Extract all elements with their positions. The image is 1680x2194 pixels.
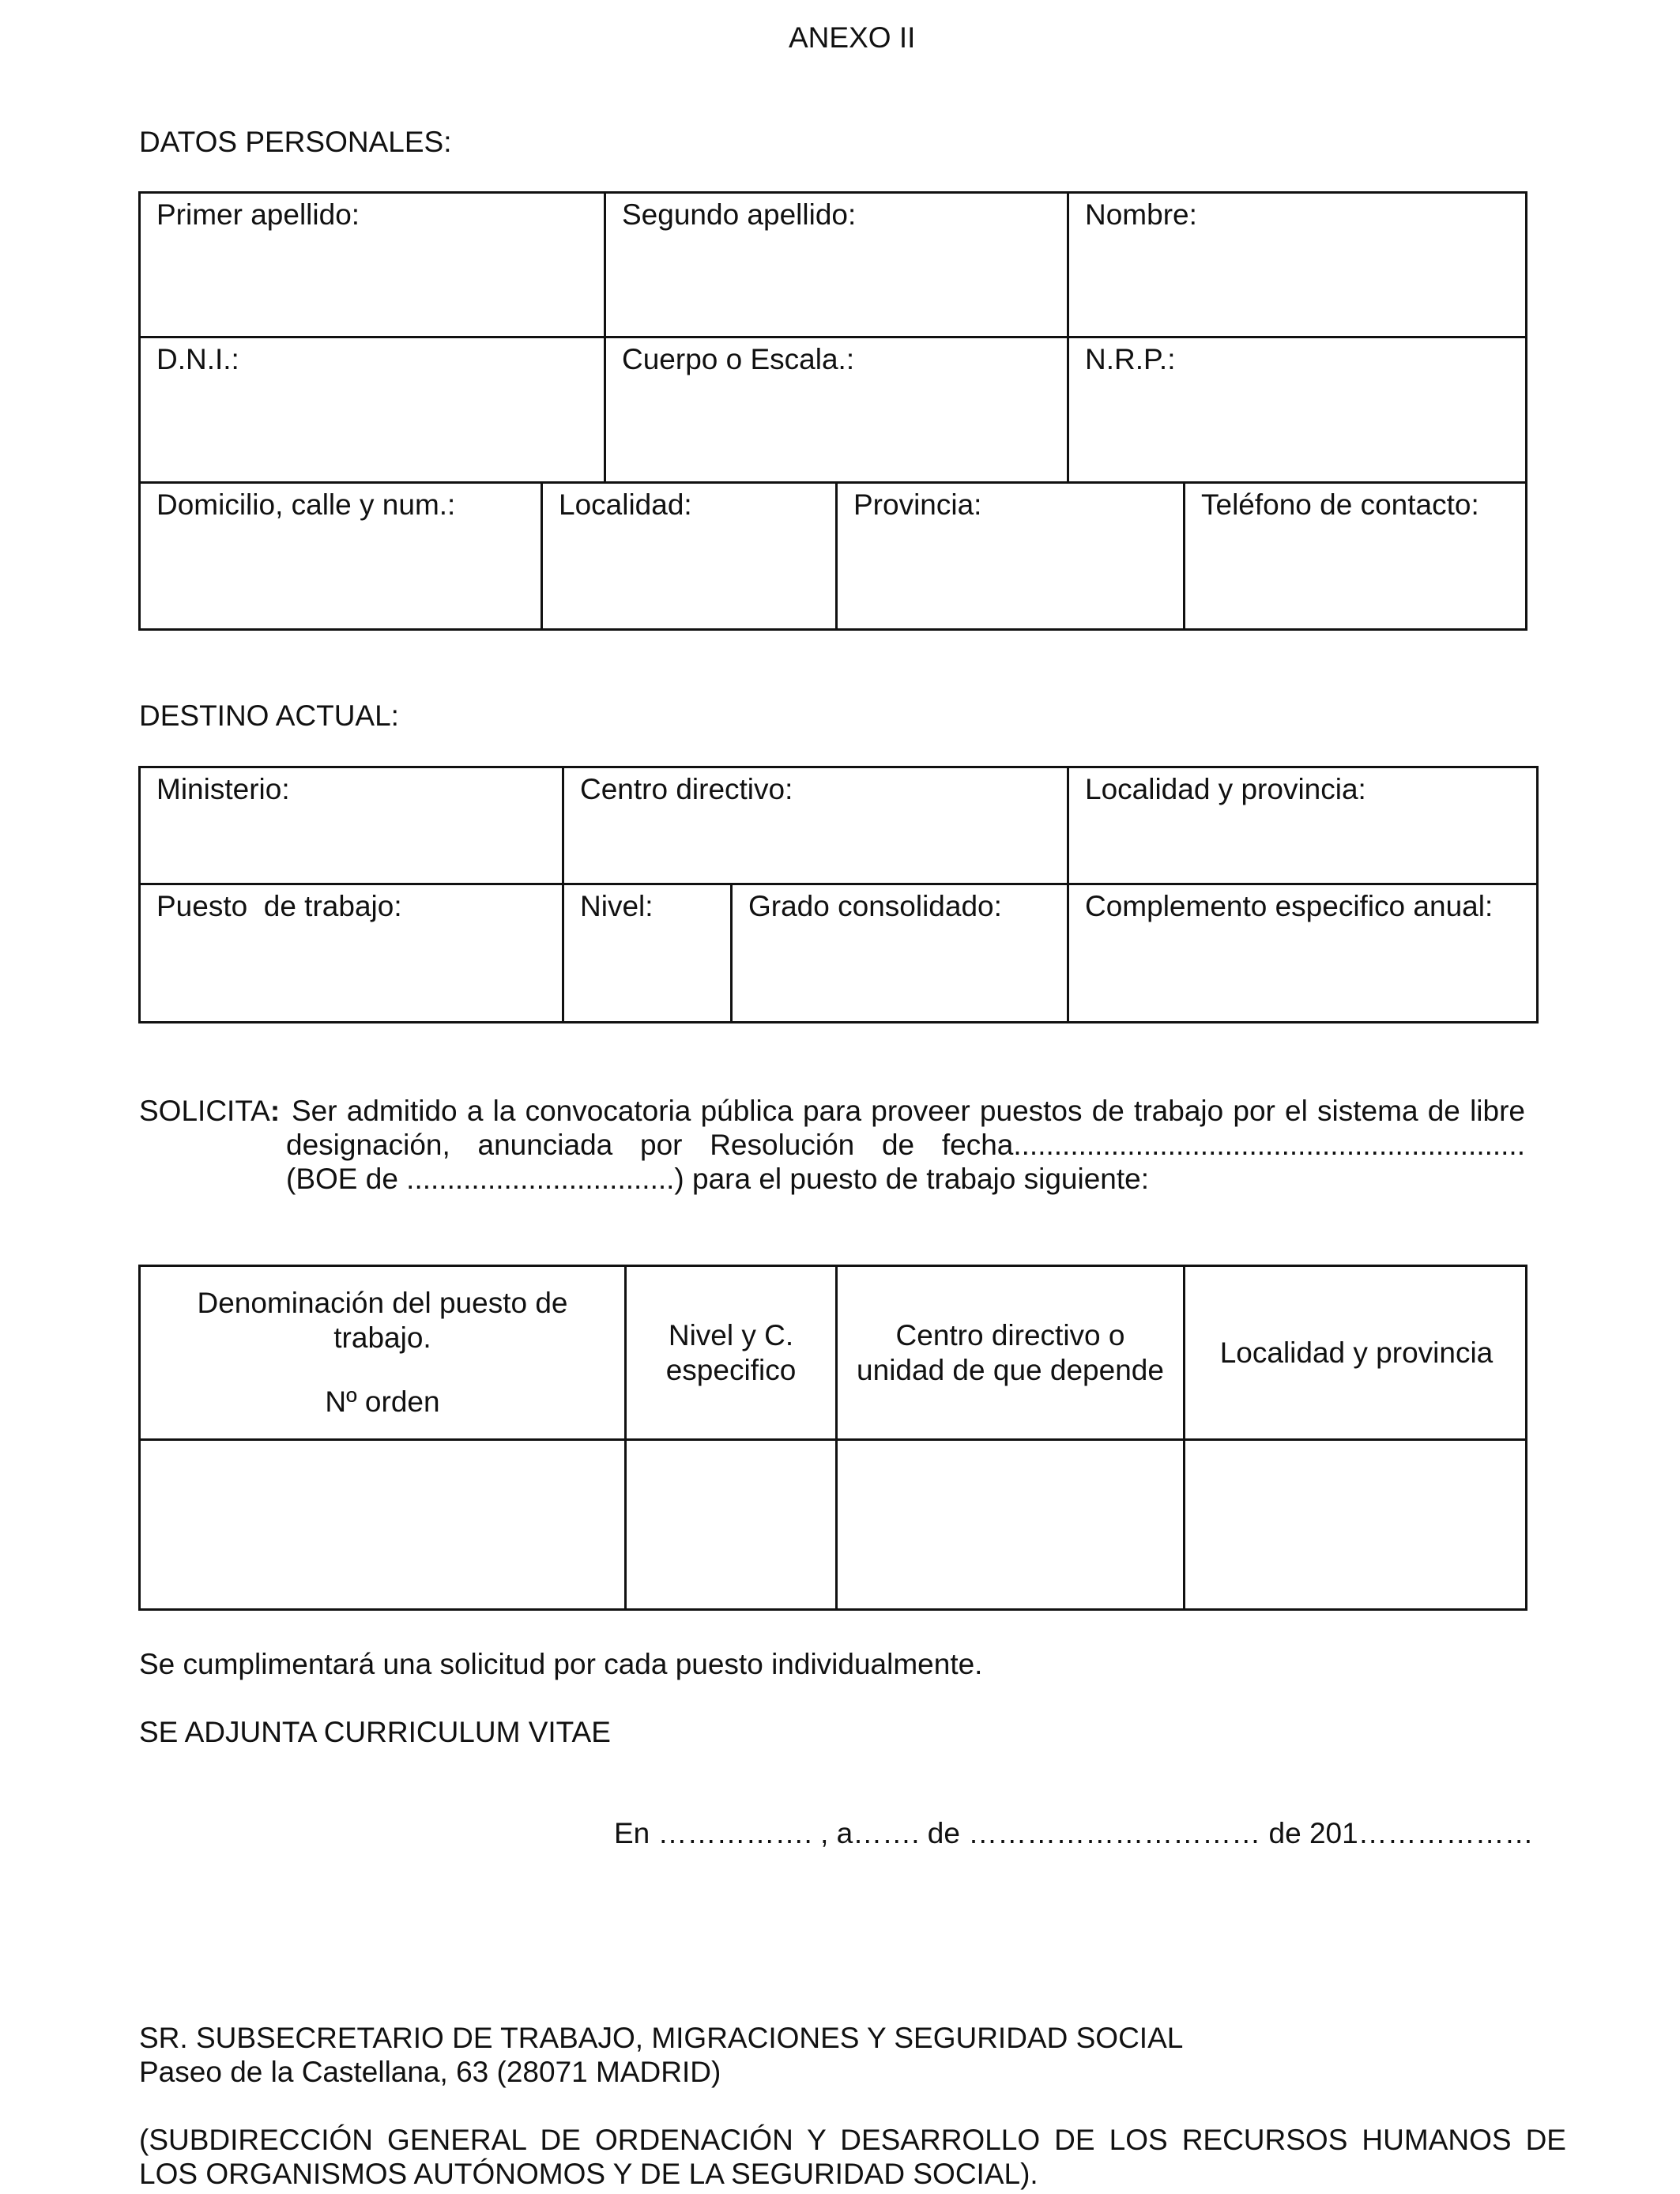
field-cuerpo-escala[interactable] — [604, 336, 1067, 481]
field-nrp[interactable] — [1067, 336, 1527, 481]
note-text: Se cumplimentará una solicitud por cada puesto individualmente. — [139, 1648, 983, 1680]
input-denominacion[interactable] — [141, 1438, 624, 1611]
header-centro-text: Centro directivo o unidad de que depende — [857, 1318, 1164, 1386]
field-label: Cuerpo o Escala.: — [622, 343, 855, 375]
field-label: Centro directivo: — [580, 773, 793, 805]
personal-data-heading: DATOS PERSONALES: — [139, 126, 452, 158]
input-localidad[interactable] — [1183, 1438, 1527, 1611]
field-complemento-especifico[interactable] — [1067, 883, 1539, 1023]
field-label: Provincia: — [853, 488, 982, 521]
field-domicilio[interactable] — [141, 481, 541, 631]
field-dni[interactable] — [141, 336, 604, 481]
field-centro-directivo[interactable] — [562, 768, 1067, 883]
field-label: Primer apellido: — [156, 198, 360, 231]
solicita-label — [139, 1094, 280, 1129]
solicita-word: SOLICITA — [139, 1095, 270, 1127]
header-centro — [835, 1267, 1183, 1438]
addressee-line-2: Paseo de la Castellana, 63 (28071 MADRID) — [139, 2056, 721, 2088]
field-localidad[interactable] — [541, 481, 835, 631]
puestos-table — [138, 1265, 1527, 1611]
header-orden-text: Nº orden — [325, 1385, 440, 1419]
field-puesto-trabajo[interactable] — [141, 883, 562, 1023]
field-label: D.N.I.: — [156, 343, 239, 375]
header-denominacion — [141, 1267, 624, 1438]
field-label: Domicilio, calle y num.: — [156, 488, 456, 521]
field-provincia[interactable] — [835, 481, 1183, 631]
field-primer-apellido[interactable] — [141, 194, 604, 336]
field-localidad-provincia[interactable] — [1067, 768, 1539, 883]
solicita-colon: : — [269, 1095, 281, 1127]
header-localidad — [1183, 1267, 1527, 1438]
field-nivel[interactable] — [562, 883, 730, 1023]
field-grado-consolidado[interactable] — [730, 883, 1067, 1023]
page-title: ANEXO II — [789, 21, 916, 54]
field-label: Nivel: — [580, 890, 654, 922]
personal-data-table — [138, 191, 1527, 631]
input-centro[interactable] — [835, 1438, 1183, 1611]
header-denominacion-text: Denominación del puesto de trabajo. — [197, 1287, 568, 1354]
field-label: Grado consolidado: — [748, 890, 1002, 922]
field-label: Localidad: — [559, 488, 692, 521]
field-label: Teléfono de contacto: — [1201, 488, 1479, 521]
field-label: Complemento especifico anual: — [1085, 890, 1494, 922]
destino-actual-heading: DESTINO ACTUAL: — [139, 699, 399, 732]
field-label: Ministerio: — [156, 773, 290, 805]
input-nivel[interactable] — [624, 1438, 835, 1611]
addressee-line-4: LOS ORGANISMOS AUTÓNOMOS Y DE LA SEGURIDAD SOCIAL). — [139, 2158, 1038, 2190]
solicita-line-1: Ser admitido a la convocatoria pública para proveer puestos de trabajo por el sistema de libre — [292, 1095, 1525, 1127]
addressee-line-3: (SUBDIRECCIÓN GENERAL DE ORDENACIÓN Y DESARROLLO DE LOS RECURSOS HUMANOS DE — [139, 2124, 1566, 2156]
solicita-line-3: (BOE de .................................) para el puesto de trabajo siguiente: — [286, 1163, 1150, 1195]
field-label: Segundo apellido: — [622, 198, 857, 231]
field-ministerio[interactable] — [141, 768, 562, 883]
field-label: Localidad y provincia: — [1085, 773, 1366, 805]
header-nivel — [624, 1267, 835, 1438]
field-label: N.R.P.: — [1085, 343, 1176, 375]
solicita-line-2: designación, anunciada por Resolución de fecha............................................................... — [286, 1129, 1525, 1161]
addressee-line-1: SR. SUBSECRETARIO DE TRABAJO, MIGRACIONES Y SEGURIDAD SOCIAL — [139, 2022, 1184, 2054]
field-segundo-apellido[interactable] — [604, 194, 1067, 336]
field-nombre[interactable] — [1067, 194, 1527, 336]
adjunta-text: SE ADJUNTA CURRICULUM VITAE — [139, 1716, 611, 1748]
header-nivel-text: Nivel y C. especifico — [665, 1318, 797, 1386]
field-telefono[interactable] — [1183, 481, 1527, 631]
date-line[interactable]: En ……………. , a……. de ………………………… de 201……………… — [614, 1817, 1534, 1849]
destino-actual-table — [138, 766, 1539, 1023]
field-label: Puesto de trabajo: — [156, 890, 402, 922]
field-label: Nombre: — [1085, 198, 1197, 231]
header-localidad-text: Localidad y provincia — [1219, 1336, 1494, 1369]
